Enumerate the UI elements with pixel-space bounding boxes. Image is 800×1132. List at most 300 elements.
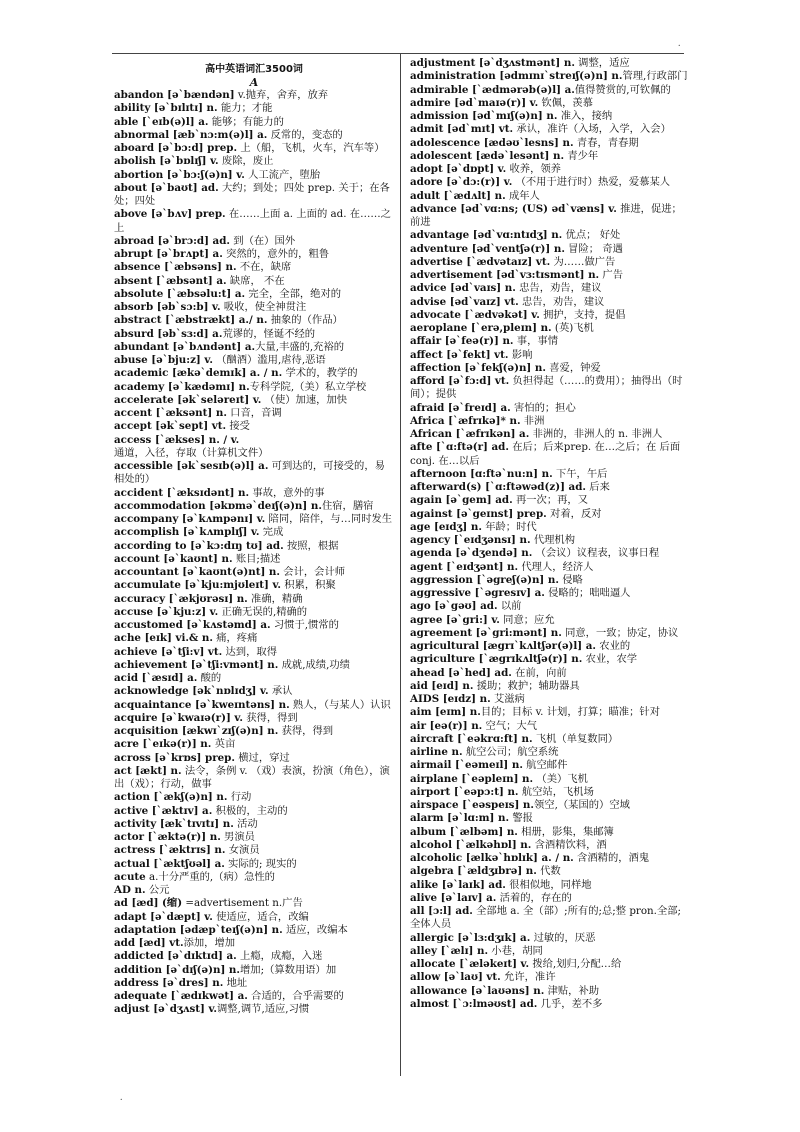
entry-definition: 忠告，劝告，建议 xyxy=(518,295,605,308)
entry-definition: 空气；大气 xyxy=(482,719,538,732)
entry-headword: act [ækt] n. xyxy=(114,764,182,777)
entry-headword: active [`æktɪv] a. xyxy=(114,804,213,817)
entry-headword: agriculture [`ægrɪkʌltʃə(r)] n. xyxy=(410,653,583,666)
entry-headword: aggressive [`əgresɪv] a. xyxy=(410,587,545,599)
entry-headword: advance [əd`vɑ:ns; (US) əd`væns] v. xyxy=(410,202,617,215)
vocab-entry xyxy=(410,786,688,799)
entry-headword: alcoholic [ælkə`hɒlɪk] a. / n. xyxy=(410,852,574,864)
entry-definition: 准确，精确 xyxy=(247,592,303,605)
entry-headword: airport [`eəpɔ:t] n. xyxy=(410,785,519,798)
vocab-entry xyxy=(410,812,688,825)
entry-headword: adult [`ædʌlt] n. xyxy=(410,189,506,202)
entry-headword: advise [əd`vaɪz] vt. xyxy=(410,295,519,308)
entry-headword: aircraft [`eəkrɑ:ft] n. xyxy=(410,732,533,745)
entry-definition: 后来 xyxy=(586,481,610,493)
vocab-entry xyxy=(114,142,394,155)
entry-definition: 代理机构 xyxy=(530,534,576,546)
vocab-entry xyxy=(410,97,688,110)
vocab-entry xyxy=(114,301,394,314)
entry-headword: album [`ælbəm] n. xyxy=(410,825,518,838)
entry-headword: alarm [ə`lɑ:m] n. xyxy=(410,812,510,825)
vocab-entry xyxy=(114,765,394,792)
entry-definition: 英亩 xyxy=(211,738,236,751)
entry-definition: 含酒精的，酒鬼 xyxy=(573,852,650,864)
entry-headword: able [`eɪb(ə)l] a. xyxy=(114,115,209,128)
entry-definition: 忠告，劝告，建议 xyxy=(515,282,602,295)
entry-headword: acid [`æsɪd] a. xyxy=(114,672,198,684)
vocab-entry xyxy=(114,513,394,526)
entry-headword: academy [ə`kædəmɪ] n. xyxy=(114,380,250,393)
entry-definition: 添加，增加 xyxy=(183,937,236,949)
vocab-entry xyxy=(114,911,394,924)
entry-definition: 代理人，经济人 xyxy=(518,560,594,573)
section-letter: A xyxy=(249,76,259,89)
vocab-entry xyxy=(410,415,688,428)
entry-definition: 调整，适应 xyxy=(574,57,630,69)
vocab-entry xyxy=(114,487,394,500)
entry-headword: actual [`æktʃʊəl] a. xyxy=(114,857,225,870)
entry-headword: adapt [ə`dæpt] v. xyxy=(114,910,213,923)
vocab-entry xyxy=(410,375,688,402)
vocab-entry xyxy=(114,381,394,394)
entry-headword: abortion [ə`bɔ:ʃ(ə)n] v. xyxy=(114,168,245,181)
entry-definition: 上（船，飞机，火车，汽车等） xyxy=(237,142,385,154)
entry-definition: 含酒精饮料，酒 xyxy=(531,838,607,851)
vocab-entry xyxy=(410,852,688,865)
entry-headword: accident [`æksɪdənt] n. xyxy=(114,486,250,499)
vocab-entry xyxy=(114,897,394,910)
entry-definition: 钦佩，羡慕 xyxy=(538,96,593,109)
entry-headword: accuracy [`ækjʊrəsɪ] n. xyxy=(114,592,248,605)
entry-headword: acre [`eɪkə(r)] n. xyxy=(114,738,212,751)
vocab-entry xyxy=(114,1003,394,1016)
vocab-entry xyxy=(410,269,688,282)
vocab-entry xyxy=(410,110,688,123)
entry-headword: adventure [əd`ventʃə(r)] n. xyxy=(410,242,565,255)
vocab-entry xyxy=(114,858,394,871)
entry-headword: administration [ədmɪnɪ`streɪʃ(ə)n] n. xyxy=(410,70,623,83)
entry-definition: =advertisement n.广告 xyxy=(182,897,303,910)
entry-headword: addition [ə`dɪʃ(ə)n] n. xyxy=(114,963,240,976)
entry-definition: 横过，穿过 xyxy=(234,751,290,764)
entry-definition: 拨给,划归,分配…给 xyxy=(529,958,622,970)
vocab-entry xyxy=(410,799,688,812)
entry-headword: acquire [ə`kwaɪə(r)] v. xyxy=(114,711,243,724)
vocab-entry xyxy=(114,884,394,897)
vocab-entry xyxy=(114,818,394,831)
entry-definition: 年龄；时代 xyxy=(481,520,537,533)
vocab-entry xyxy=(114,116,394,129)
vocab-entry xyxy=(114,950,394,963)
entry-definition: 增加;（算数用语）加 xyxy=(240,963,337,976)
entry-headword: allowance [ə`laʊəns] n. xyxy=(410,984,545,997)
entry-definition: a.十分严重的,（病）急性的 xyxy=(145,870,275,883)
vocab-entry xyxy=(114,924,394,937)
entry-definition: 通道，入径，存取（计算机文件） xyxy=(114,446,269,459)
vocab-entry xyxy=(410,759,688,772)
vocab-entry xyxy=(114,261,394,274)
entry-headword: abolish [ə`bɒlɪʃ] v. xyxy=(114,155,219,168)
vocab-entry xyxy=(114,275,394,288)
entry-definition: 男演员 xyxy=(220,831,255,843)
entry-headword: affection [ə`fekʃ(ə)n] n. xyxy=(410,361,546,374)
entry-headword: airplane [`eəpleɪn] n. xyxy=(410,772,534,785)
vocab-entry xyxy=(114,593,394,606)
vocab-entry xyxy=(114,791,394,804)
entry-headword: accuse [ə`kju:z] v. xyxy=(114,605,219,618)
entry-definition: 对着，反对 xyxy=(546,507,602,520)
vocab-entry xyxy=(114,314,394,327)
entry-headword: aeroplane [`erə,pleɪn] n. xyxy=(410,322,552,334)
entry-definition: 适应，改编本 xyxy=(282,923,348,936)
vocab-entry xyxy=(114,155,394,168)
entry-definition: 按照，根据 xyxy=(283,539,339,552)
entry-headword: ability [ə`bɪlɪtɪ] n. xyxy=(114,102,218,115)
entry-definition: 领空,（某国的）空域 xyxy=(534,799,630,811)
vocab-entry xyxy=(410,879,688,892)
entry-definition: 到（在）国外 xyxy=(230,234,296,247)
entry-definition: 习惯于,惯常的 xyxy=(270,619,339,631)
corner-mark-top: . xyxy=(678,38,681,49)
entry-definition: 广告 xyxy=(599,269,624,281)
vocab-entry xyxy=(114,526,394,539)
entry-headword: almost [`ɔ:lməʊst] ad. xyxy=(410,997,538,1010)
vocab-entry xyxy=(114,937,394,950)
vocab-entry xyxy=(410,958,688,971)
entry-definition: 同意；应允 xyxy=(499,613,555,626)
vocab-entry xyxy=(410,667,688,680)
entry-headword: absolute [`æbsəlu:t] a. xyxy=(114,287,246,300)
entry-headword: agricultural [ægrɪ`kʌltʃər(ə)l] a. xyxy=(410,640,597,652)
entry-headword: admire [əd`maɪə(r)] v. xyxy=(410,96,539,109)
vocab-entry xyxy=(114,579,394,592)
entry-headword: abrupt [ə`brʌpt] a. xyxy=(114,248,223,260)
vocab-entry xyxy=(114,235,394,248)
entry-definition: 承认，准许（入场，入学，入会） xyxy=(513,123,671,136)
vocab-entry xyxy=(114,752,394,765)
entry-definition: 获得，得到 xyxy=(278,725,334,737)
entry-headword: accelerate [ək`seləreɪt] v. xyxy=(114,393,262,406)
entry-definition: 事故，意外的事 xyxy=(249,486,325,499)
entry-headword: achieve [ə`tʃi:v] vt. xyxy=(114,645,223,658)
vocab-entry xyxy=(410,653,688,666)
entry-headword: above [ə`bʌv] prep. xyxy=(114,208,226,221)
entry-headword: algebra [`ældʒɪbrə] n. xyxy=(410,865,537,878)
vocab-entry xyxy=(410,190,688,203)
entry-headword: acquisition [ækwɪ`zɪʃ(ə)n] n. xyxy=(114,725,279,737)
entry-headword: AD n. xyxy=(114,884,146,896)
vocab-entry xyxy=(114,354,394,367)
entry-definition: 允许，准许 xyxy=(500,971,556,984)
vocab-entry xyxy=(410,508,688,521)
entry-headword: accumulate [ə`kju:mjʊleɪt] v. xyxy=(114,579,282,592)
entry-headword: abnormal [æb`nɔ:m(ə)l] a. xyxy=(114,128,268,141)
vocab-entry xyxy=(410,733,688,746)
entry-headword: agent [`eɪdʒənt] n. xyxy=(410,560,519,573)
entry-definition: 使适应，适合，改编 xyxy=(212,910,309,923)
entry-definition: 获得，得到 xyxy=(242,711,298,724)
vocab-entry xyxy=(410,839,688,852)
entry-headword: absurd [əb`sɜ:d] a. xyxy=(114,327,223,340)
entry-headword: adore [ə`dɔ:(r)] v. xyxy=(410,176,513,189)
entry-definition: 再一次；再，又 xyxy=(512,494,589,507)
vocab-entry xyxy=(410,574,688,587)
entry-definition: 积极的，主动的 xyxy=(212,804,288,817)
entry-headword: abundant [ə`bʌndənt] a. xyxy=(114,340,256,353)
left-column xyxy=(114,63,394,1017)
vocab-entry xyxy=(114,328,394,341)
vocab-entry xyxy=(114,248,394,261)
entry-headword: alcohol [`ælkəhɒl] n. xyxy=(410,838,532,851)
vocab-entry xyxy=(114,725,394,738)
entry-headword: acute xyxy=(114,870,146,883)
entry-headword: advertise [`ædvətaɪz] vt. xyxy=(410,255,551,268)
entry-definition: 行动 xyxy=(227,791,252,804)
vocab-entry xyxy=(410,746,688,759)
entry-headword: AIDS [eɪdz] n. xyxy=(410,693,491,705)
entry-headword: airmail [`eəmeɪl] n. xyxy=(410,759,523,772)
entry-definition: 下午，午后 xyxy=(552,467,608,480)
vocab-entry xyxy=(410,57,688,70)
entry-headword: accent [`æksənt] n. xyxy=(114,407,227,419)
entry-headword: acquaintance [ə`kweɪntəns] n. xyxy=(114,698,290,711)
entry-definition: 专科学院,（美）私立学校 xyxy=(249,380,367,393)
entry-headword: allergic [ə`lɜ:dʒɪk] a. xyxy=(410,931,531,944)
entry-definition: 活动 xyxy=(233,817,258,830)
entry-headword: aggression [`əgreʃ(ə)n] n. xyxy=(410,573,559,586)
entry-definition: 缺席， 不在 xyxy=(226,274,285,287)
entry-headword: advertisement [əd`vɜ:tɪsmənt] n. xyxy=(410,269,600,281)
entry-headword: aim [eɪm] n. xyxy=(410,706,481,719)
entry-definition: 农业，农学 xyxy=(582,653,638,666)
entry-definition: 荒谬的，怪诞不经的 xyxy=(222,327,316,340)
vocab-entry xyxy=(410,892,688,905)
entry-definition: 害怕的；担心 xyxy=(510,401,576,414)
entry-headword: again [ə`gem] ad. xyxy=(410,494,513,507)
vocab-entry xyxy=(114,619,394,632)
vocab-entry xyxy=(410,441,688,468)
entry-headword: acknowledge [ək`nɒlɪdʒ] v. xyxy=(114,685,269,698)
entry-headword: afternoon [ɑ:ftə`nu:n] n. xyxy=(410,467,553,480)
entry-definition: 口音，音调 xyxy=(226,407,282,419)
entry-definition: 陪同，陪伴，与…同时发生 xyxy=(265,513,393,525)
entry-definition: 农业的 xyxy=(596,640,631,652)
entry-definition: 很相似地，同样地 xyxy=(505,878,592,891)
entry-headword: across [ə`krɒs] prep. xyxy=(114,751,235,764)
vocab-entry xyxy=(114,685,394,698)
entry-headword: admission [əd`mɪʃ(ə)n] n. xyxy=(410,110,558,122)
entry-definition: 优点； 好处 xyxy=(562,229,621,242)
entry-definition: 承认 xyxy=(268,685,293,698)
entry-headword: activity [æk`tɪvɪtɪ] n. xyxy=(114,817,234,830)
entry-definition: 女演员 xyxy=(225,844,260,857)
vocab-entry xyxy=(410,335,688,348)
entry-definition: 实际的; 现实的 xyxy=(224,857,297,870)
entry-headword: abandon [ə`bændən] xyxy=(114,89,235,101)
right-entry-list xyxy=(410,57,688,1011)
entry-definition: 青少年 xyxy=(564,149,599,162)
entry-definition: 上瘾，成瘾，入迷 xyxy=(236,950,323,963)
entry-definition: 痛，疼痛 xyxy=(212,632,258,645)
entry-definition: （不用于进行时）热爱，爱慕某人 xyxy=(512,176,671,189)
entry-headword: admirable [`ædmərəb(ə)l] a. xyxy=(410,83,575,96)
vocab-entry xyxy=(410,322,688,335)
entry-headword: accustomed [ə`kʌstəmd] a. xyxy=(114,619,271,631)
vocab-entry xyxy=(410,614,688,627)
entry-definition: 侵略的；咄咄逼人 xyxy=(544,587,631,599)
vocab-entry xyxy=(114,977,394,990)
entry-headword: absence [`æbsəns] n. xyxy=(114,261,237,274)
vocab-entry xyxy=(114,699,394,712)
entry-definition: 推进，促进；前进 xyxy=(410,202,682,228)
vocab-entry xyxy=(410,70,688,83)
entry-definition: 喜爱，钟爱 xyxy=(545,361,601,374)
entry-definition: 达到，取得 xyxy=(222,645,277,658)
vocab-entry xyxy=(410,150,688,163)
vocab-entry xyxy=(410,627,688,640)
page-title: 高中英语词汇3500词 xyxy=(205,64,303,75)
entry-headword: adopt [ə`dɒpt] v. xyxy=(410,163,507,175)
vocab-entry xyxy=(410,945,688,958)
entry-headword: accept [ək`sept] vt. xyxy=(114,420,227,433)
vocab-entry xyxy=(114,460,394,487)
vocab-entry xyxy=(410,494,688,507)
entry-definition: 正确无误的,精确的 xyxy=(218,605,308,618)
entry-definition: 事，事情 xyxy=(513,335,558,348)
entry-headword: actor [`æktə(r)] n. xyxy=(114,831,221,843)
vocab-entry xyxy=(114,646,394,659)
vocab-entry xyxy=(114,434,394,461)
entry-headword: addicted [ə`dɪktɪd] a. xyxy=(114,950,237,963)
entry-definition: 熟人，（与某人）认识 xyxy=(289,698,391,711)
entry-definition: 小巷，胡同 xyxy=(488,944,543,957)
vocab-entry xyxy=(410,349,688,362)
vocab-entry xyxy=(410,309,688,322)
vocab-entry xyxy=(410,932,688,945)
entry-definition: 航空公司；航空系统 xyxy=(462,746,559,758)
entry-definition: 废除，废止 xyxy=(218,155,274,168)
entry-definition: 影响 xyxy=(508,348,533,361)
entry-definition: 住宿，膳宿 xyxy=(321,499,374,512)
vocab-entry xyxy=(114,182,394,209)
entry-definition: 活着的，存在的 xyxy=(496,891,572,904)
vocab-entry xyxy=(114,540,394,553)
vocab-entry xyxy=(114,606,394,619)
entry-definition: 过敏的，厌恶 xyxy=(530,931,596,944)
entry-definition: 法令，条例 v. （戏）表演，扮演（角色），演出（戏）；行动，做事 xyxy=(114,764,390,790)
vocab-entry xyxy=(410,84,688,97)
vocab-entry xyxy=(410,561,688,574)
vocab-entry xyxy=(410,468,688,481)
vocab-entry xyxy=(114,738,394,751)
entry-headword: agenda [ə`dʒendə] n. xyxy=(410,547,533,560)
entry-definition: （酗酒）滥用,虐待,恶语 xyxy=(212,354,326,366)
entry-headword: against [ə`geɪnst] prep. xyxy=(410,507,547,520)
entry-headword: afford [ə`fɔ:d] vt. xyxy=(410,375,510,387)
entry-definition: 不在，缺席 xyxy=(236,261,292,274)
column-divider xyxy=(400,53,401,1076)
vocab-entry xyxy=(410,176,688,189)
entry-definition: 完成 xyxy=(259,526,284,539)
vocab-entry xyxy=(114,208,394,235)
entry-headword: ad [æd] (缩) xyxy=(114,897,183,910)
entry-definition: 青春，青春期 xyxy=(573,136,639,149)
entry-definition: （美）飞机 xyxy=(533,772,588,785)
entry-definition: 为……做广告 xyxy=(550,255,616,268)
vocab-entry xyxy=(410,243,688,256)
entry-definition: 管理,行政部门 xyxy=(622,70,688,83)
entry-definition: 大约；到处；四处 prep. 关于；在各处；四处 xyxy=(114,181,390,207)
entry-headword: achievement [ə`tʃi:vmənt] n. xyxy=(114,658,279,671)
entry-definition: v.抛弃，舍弃，放弃 xyxy=(234,89,329,101)
corner-mark-bottom: . xyxy=(120,1092,123,1103)
entry-headword: afraid [ə`freɪd] a. xyxy=(410,401,511,414)
entry-definition: 准入，接纳 xyxy=(557,110,613,122)
entry-definition: 收养，领养 xyxy=(506,163,561,175)
entry-headword: advice [əd`vaɪs] n. xyxy=(410,282,516,295)
entry-definition: 警报 xyxy=(509,812,533,825)
entry-headword: abstract [`æbstrækt] a./ n. xyxy=(114,314,268,327)
vocab-entry xyxy=(114,420,394,433)
entry-headword: accompany [ə`kʌmpənɪ] v. xyxy=(114,513,266,525)
entry-definition: 账目;描述 xyxy=(232,552,281,565)
entry-definition: 积累，积聚 xyxy=(281,579,336,592)
entry-definition: 能力；才能 xyxy=(217,102,273,115)
entry-definition: 值得赞赏的,可钦佩的 xyxy=(574,83,671,96)
vocab-entry xyxy=(114,712,394,725)
vocab-entry xyxy=(410,534,688,547)
entry-headword: access [`ækses] n. / v. xyxy=(114,433,240,446)
entry-headword: alike [ə`laɪk] ad. xyxy=(410,878,506,891)
entry-headword: about [ə`baʊt] ad. xyxy=(114,181,219,194)
entry-definition: 以前 xyxy=(497,600,522,613)
entry-headword: airline n. xyxy=(410,746,463,758)
entry-headword: adolescence [ædəʊ`lesns] n. xyxy=(410,136,574,149)
entry-definition: 同意，一致；协定，协议 xyxy=(561,626,679,639)
entry-headword: agree [ə`gri:] v. xyxy=(410,613,500,626)
entry-definition: 全部地 a. 全（部）;所有的;总;整 pron.全部;全体人员 xyxy=(410,905,682,931)
entry-headword: allocate [`æləkeɪt] v. xyxy=(410,958,530,970)
vocab-entry xyxy=(410,282,688,295)
entry-headword: accessible [ək`sesɪb(ə)l] a. xyxy=(114,460,269,472)
entry-definition: 能够；有能力的 xyxy=(208,115,284,128)
vocab-entry xyxy=(114,805,394,818)
entry-headword: ache [eɪk] vi.& n. xyxy=(114,632,213,645)
entry-headword: alive [ə`laɪv] a. xyxy=(410,891,497,904)
vocab-entry xyxy=(410,163,688,176)
vocab-entry xyxy=(114,871,394,884)
entry-headword: afterward(s) [`ɑ:ftəwəd(z)] ad. xyxy=(410,481,586,493)
entry-headword: advantage [əd`vɑ:ntɪdʒ] n. xyxy=(410,229,563,242)
entry-definition: 几乎，差不多 xyxy=(537,997,603,1010)
vocab-entry xyxy=(410,123,688,136)
entry-definition: 人工流产，堕胎 xyxy=(244,168,321,181)
entry-headword: aboard [ə`bɔ:d] prep. xyxy=(114,142,238,154)
entry-headword: advocate [`ædvəkət] v. xyxy=(410,308,540,321)
vocab-entry xyxy=(410,693,688,706)
vocab-entry xyxy=(410,773,688,786)
vocab-entry xyxy=(114,553,394,566)
entry-definition: 合适的，合乎需要的 xyxy=(247,990,344,1002)
entry-definition: 侵略 xyxy=(558,573,583,586)
entry-definition: (英)飞机 xyxy=(551,322,594,334)
entry-headword: all [ɔ:l] ad. xyxy=(410,905,473,917)
vocab-entry xyxy=(410,362,688,375)
entry-definition: 调整,调节,适应,习惯 xyxy=(216,1003,310,1016)
vocab-entry xyxy=(114,341,394,354)
entry-headword: ahead [ə`hed] ad. xyxy=(410,666,512,679)
entry-definition: 地址 xyxy=(223,976,248,989)
